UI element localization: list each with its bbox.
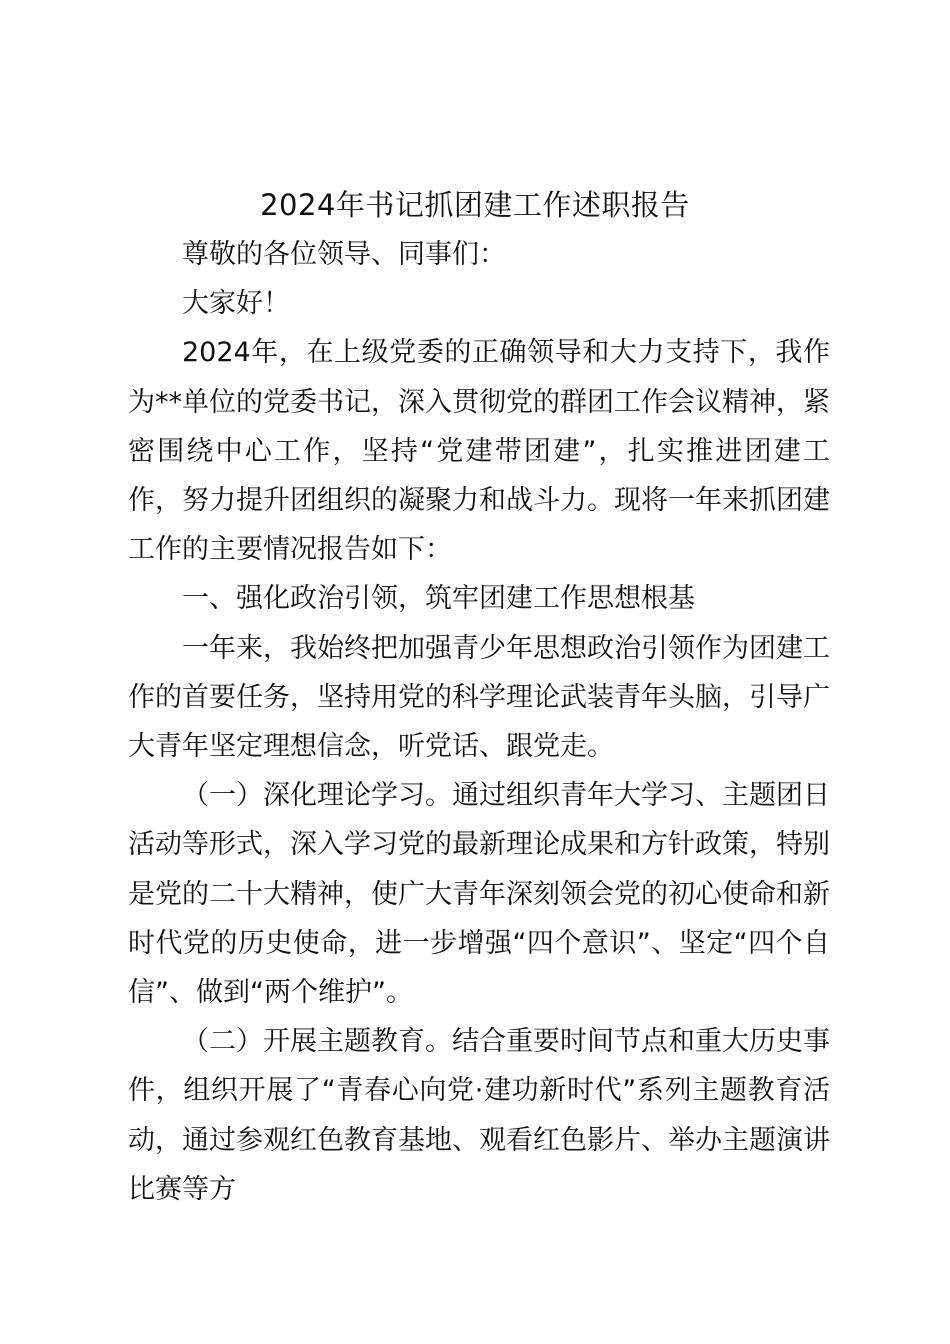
section-heading-1: 一、强化政治引领，筑牢团建工作思想根基 xyxy=(182,583,695,615)
salutation: 尊敬的各位领导、同事们： xyxy=(182,239,506,270)
intro-paragraph: 2024年，在上级党委的正确领导和大力支持下，我作为**单位的党委书记，深入贯彻党的群团工作会议精神，紧密围绕中心工作，坚持“党建带团建”，扎实推进团建工作，努力提升团组织的凝聚力和战斗力。现将一年来抓团建工作的主要情况报告如下： xyxy=(128,337,830,566)
section-1-paragraph: 一年来，我始终把加强青少年思想政治引领作为团建工作的首要任务，坚持用党的科学理论武装青年头脑，引导广大青年坚定理想信念，听党话、跟党走。 xyxy=(128,632,830,763)
subsection-2-paragraph: （二）开展主题教育。结合重要时间节点和重大历史事件，组织开展了“青春心向党·建功新时代”系列主题教育活动，通过参观红色教育基地、观看红色影片、举办主题演讲比赛等方 xyxy=(128,1026,830,1205)
document-title: 2024年书记抓团建工作述职报告 xyxy=(260,188,690,222)
greeting: 大家好！ xyxy=(182,288,290,320)
subsection-1-paragraph: （一）深化理论学习。通过组织青年大学习、主题团日活动等形式，深入学习党的最新理论成果和方针政策，特别是党的二十大精神，使广大青年深刻领会党的初心使命和新时代党的历史使命，进一步增强“四个意识”、坚定“四个自信”、做到“两个维护”。 xyxy=(128,780,830,1009)
document-body xyxy=(128,230,830,1214)
